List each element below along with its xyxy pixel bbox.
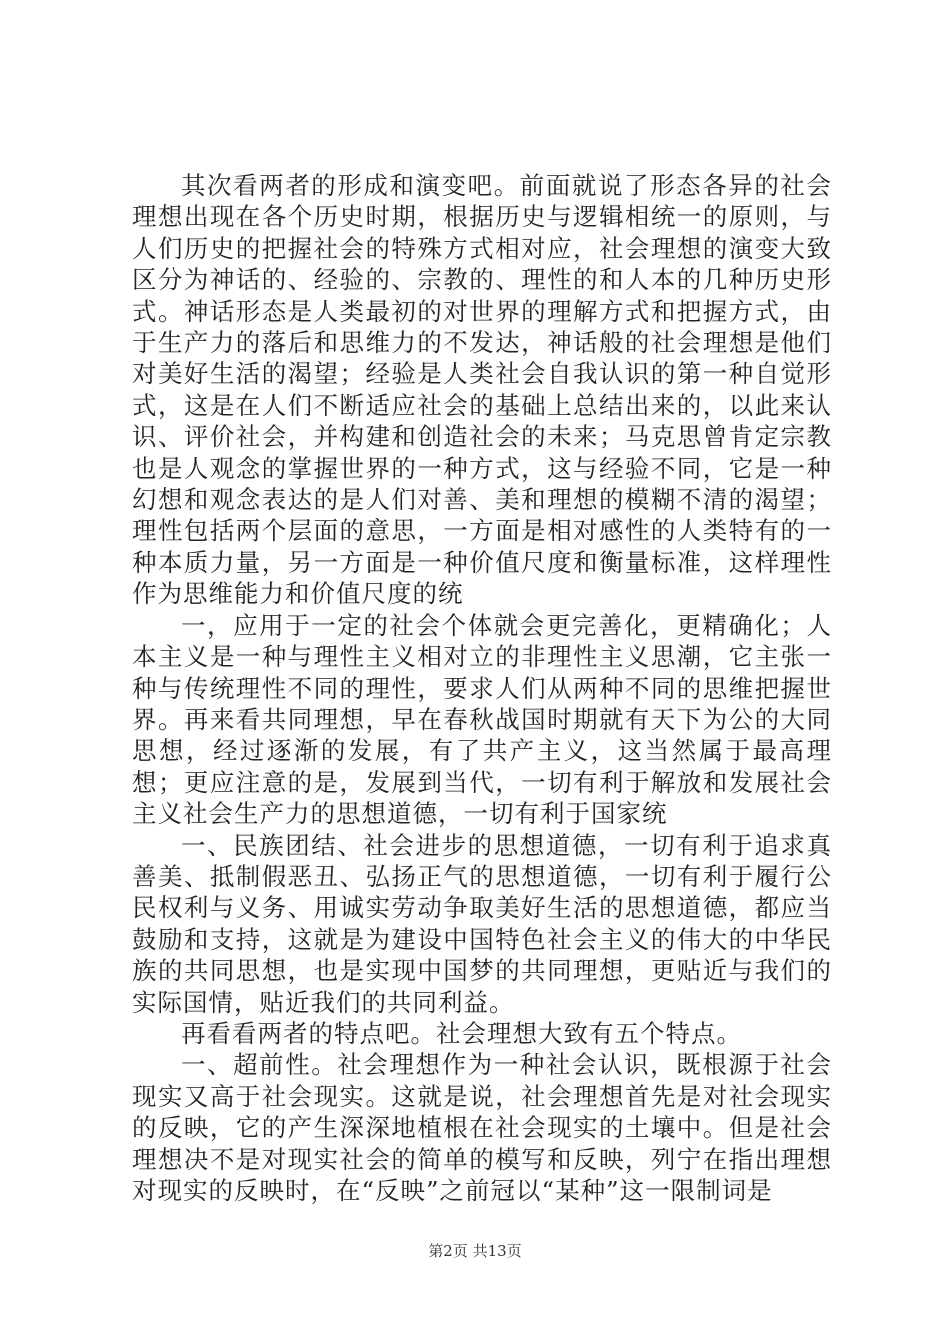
page-number-footer: 第2页 共13页: [428, 1242, 522, 1260]
body-text: [132, 170, 832, 1206]
paragraph-4: 再看看两者的特点吧。社会理想大致有五个特点。: [181, 1018, 742, 1048]
paragraph-1: 其次看两者的形成和演变吧。前面就说了形态各异的社会理想出现在各个历史时期，根据历史与逻辑相统一的原则，与人们历史的把握社会的特殊方式相对应，社会理想的演变大致区分为神话的、经验的、宗教的、理性的和人本的几种历史形式。神话形态是人类最初的对世界的理解方式和把握方式，由于生产力的落后和思维力的不发达，神话般的社会理想是他们对美好生活的渴望；经验是人类社会自我认识的第一种自觉形式，这是在人们不断适应社会的基础上总结出来的，以此来认识、评价社会，并构建和创造社会的未来；马克思曾肯定宗教也是人观念的掌握世界的一种方式，这与经验不同，它是一种幻想和观念表达的是人们对善、美和理想的模糊不清的渴望；理性包括两个层面的意思，一方面是相对感性的人类特有的一种本质力量，另一方面是一种价值尺度和衡量标准，这样理性作为思维能力和价值尺度的统: [132, 171, 832, 609]
paragraph-3: 一、民族团结、社会进步的思想道德，一切有利于追求真善美、抵制假恶丑、弘扬正气的思想道德，一切有利于履行公民权利与义务、用诚实劳动争取美好生活的思想道德，都应当鼓励和支持，这就是为建设中国特色社会主义的伟大的中华民族的共同思想，也是实现中国梦的共同理想，更贴近与我们的实际国情，贴近我们的共同利益。: [132, 830, 832, 1017]
paragraph-5: 一、超前性。社会理想作为一种社会认识，既根源于社会现实又高于社会现实。这就是说，社会理想首先是对社会现实的反映，它的产生深深地植根在社会现实的土壤中。但是社会理想决不是对现实社会的简单的模写和反映，列宁在指出理想对现实的反映时，在“反映”之前冠以“某种”这一限制词是: [132, 1050, 832, 1205]
paragraph-2: 一，应用于一定的社会个体就会更完善化，更精确化；人本主义是一种与理性主义相对立的非理性主义思潮，它主张一种与传统理性不同的理性，要求人们从两种不同的思维把握世界。再来看共同理想，早在春秋战国时期就有天下为公的大同思想，经过逐渐的发展，有了共产主义，这当然属于最高理想；更应注意的是，发展到当代，一切有利于解放和发展社会主义社会生产力的思想道德，一切有利于国家统: [132, 610, 832, 829]
